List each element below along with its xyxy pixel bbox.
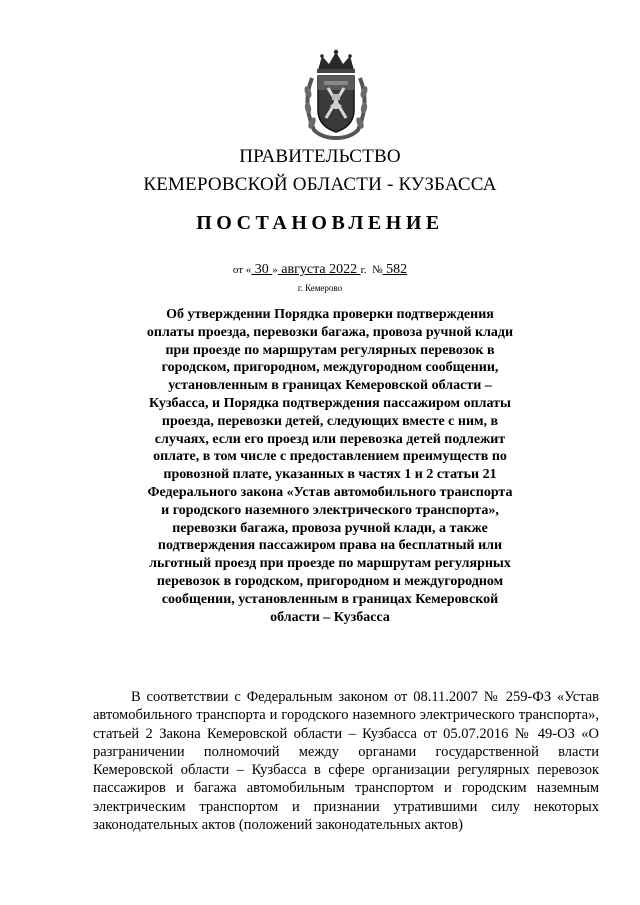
document-number: 582 [382, 262, 408, 277]
number-prefix: № [372, 264, 383, 276]
government-name-line1: ПРАВИТЕЛЬСТВО [239, 146, 401, 167]
date-prefix: от « [232, 264, 252, 276]
date-day: 30 [251, 262, 273, 277]
coat-of-arms-emblem [298, 48, 374, 140]
date-month-year: августа 2022 [277, 262, 361, 277]
government-name-line2: КЕМЕРОВСКОЙ ОБЛАСТИ - КУЗБАССА [143, 174, 497, 195]
document-date-line [0, 262, 640, 278]
document-subject: Об утверждении Порядка проверки подтверждения оплаты проезда, перевозки багажа, провоза ручной клади при проезде по маршрутам регулярных перевозок в городском, пригородном, междугородном сообщении, установленным в границах Кемеровской области – Кузбасса, и Порядка подтверждения пассажиром оплаты проезда, перевозки детей, следующих вместе с ним, в случаях, если его проезд или перевозка детей подлежит оплате, в том числе с предоставлением преимуществ по провозной плате, указанных в частях 1 и 2 статьи 21 Федерального закона «Устав автомобильного транспорта и городского наземного электрического транспорта», перевозки багажа, провоза ручной клади, а также подтверждения пассажиром права на бесплатный или льготный проезд при проезде по маршрутам регулярных перевозок в городском, пригородном и междугородном сообщении, установленным в границах Кемеровской области – Кузбасса [146, 307, 514, 625]
date-year-suffix: г. [360, 264, 367, 276]
body-paragraph: В соответствии с Федеральным законом от 08.11.2007 № 259-ФЗ «Устав автомобильного транспорта и городского наземного электрического транспорта», статьей 2 Закона Кемеровской области – Кузбасса от 05.07.2016 № 49-ОЗ «О разграничении полномочий между органами государственной власти Кемеровской области – Кузбасса в сфере организации регулярных перевозок пассажиров и багажа автомобильным транспортом и городским наземным электрическим транспортом и признании утратившими силу некоторых законодательных актов (положений законодательных актов) [93, 689, 599, 834]
city-name: г. Кемерово [297, 283, 343, 293]
document-type-title: ПОСТАНОВЛЕНИЕ [196, 212, 444, 234]
date-close-quote: » [272, 264, 278, 276]
